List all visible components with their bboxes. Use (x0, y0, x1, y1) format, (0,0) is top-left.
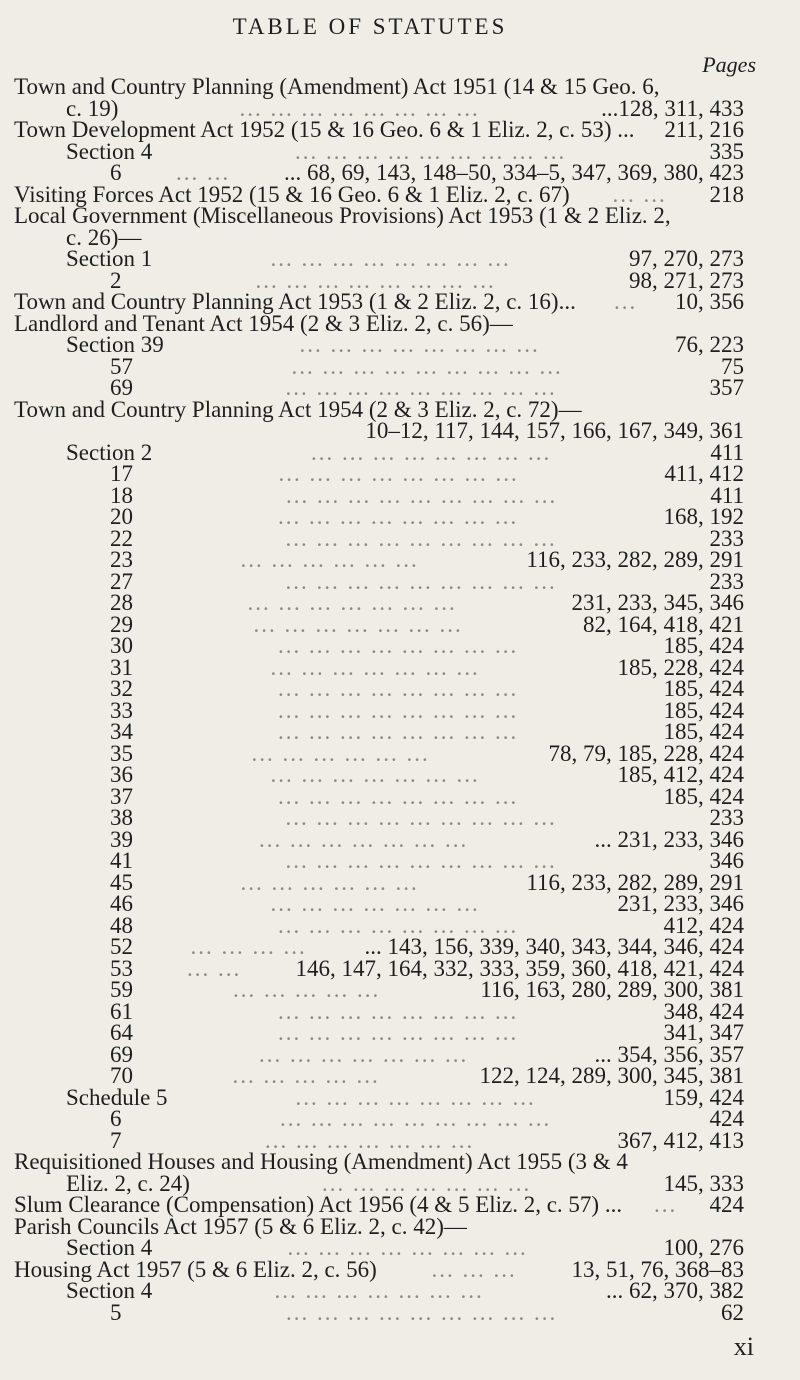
entry-label: 64 (110, 1020, 133, 1045)
leader-dots: ... ... ... ... ... ... ... (322, 1170, 532, 1196)
leader-dots: ... ... ... ... ... ... ... ... (295, 1084, 536, 1110)
page-references: 231, 233, 346 (617, 891, 744, 916)
entry-label: 27 (110, 568, 133, 594)
leader-dots: ... ... ... ... ... ... ... ... ... (285, 805, 557, 830)
act-heading: Local Government (Miscellaneous Provisions) Act 1953 (1 & 2 Eliz. 2, (14, 203, 671, 228)
entry-label: 17 (110, 461, 133, 486)
entry-label: 5 (110, 1299, 122, 1325)
pages-column-label: Pages (702, 52, 756, 77)
entry-label: 41 (110, 848, 133, 873)
table-row (14, 764, 744, 786)
entry-label: Town Development Act 1952 (15 & 16 Geo. 6 & 1 Eliz. 2, c. 53) ... (14, 117, 635, 142)
table-row (14, 1280, 744, 1302)
leader-dots: ... ... ... ... ... ... ... ... (270, 246, 511, 271)
page-references: 411 (710, 439, 744, 465)
entry-label: Slum Clearance (Compensation) Act 1956 (4 & 5 Eliz. 2, c. 57) ... (14, 1192, 623, 1217)
table-row (14, 95, 744, 121)
leader-dots: ... ... ... ... ... ... ... (259, 826, 469, 852)
statute-entries (14, 76, 744, 1323)
leader-dots: ... ... ... ... ... ... ... (253, 611, 463, 637)
page-references: 122, 124, 289, 300, 345, 381 (479, 1063, 744, 1088)
table-row (14, 1084, 744, 1110)
leader-dots: ... ... ... ... ... ... ... (270, 891, 480, 916)
page-references: 168, 192 (663, 504, 744, 529)
leader-dots: ... ... ... ... ... ... ... (247, 590, 457, 615)
leader-dots: ... ... ... ... ... ... ... ... ... (295, 138, 567, 164)
entry-label: Section 4 (66, 138, 153, 164)
page-references: 233 (709, 525, 744, 551)
entry-label: 6 (110, 160, 122, 185)
table-row (14, 439, 744, 465)
page-references: 341, 347 (663, 1020, 744, 1045)
entry-label: 59 (110, 977, 133, 1002)
page-references: 218 (709, 181, 744, 207)
page-references: ... 68, 69, 143, 148–50, 334–5, 347, 369, 380, 423 (284, 160, 744, 185)
entry-label: Schedule 5 (66, 1084, 168, 1110)
act-heading: Town and Country Planning (Amendment) Act 1951 (14 & 15 Geo. 6, (14, 74, 660, 99)
leader-dots: ... ... ... ... ... ... ... ... ... (285, 375, 557, 400)
table-row (14, 893, 744, 915)
table-row (14, 869, 744, 895)
leader-dots: ... ... ... ... ... ... ... ... (278, 504, 519, 529)
table-row (14, 310, 744, 336)
table-row (14, 1022, 744, 1044)
leader-dots: ... ... ... ... ... ... ... ... ... (286, 482, 558, 508)
entry-label: Section 2 (66, 439, 153, 465)
table-row (14, 549, 744, 571)
entry-label: 37 (110, 783, 133, 809)
entry-label: 53 (110, 955, 133, 981)
table-row (14, 377, 744, 399)
table-row (14, 740, 744, 766)
table-row (14, 697, 744, 723)
page-title: TABLE OF STATUTES (232, 14, 508, 39)
entry-label: 61 (110, 998, 133, 1024)
act-heading: Town and Country Planning Act 1954 (2 & 3 Eliz. 2, c. 72)— (14, 396, 582, 422)
entry-label: 52 (110, 934, 133, 959)
page-references: 82, 164, 418, 421 (583, 611, 744, 637)
entry-label: Eliz. 2, c. 24) (66, 1170, 190, 1196)
page-references: 75 (721, 353, 744, 379)
page-references: ... 354, 356, 357 (594, 1041, 744, 1067)
page-references: 116, 163, 280, 289, 300, 381 (480, 977, 744, 1002)
leader-dots: ... ... ... ... ... ... ... ... (278, 998, 519, 1024)
page-references: 185, 424 (663, 719, 744, 744)
leader-dots: ... ... ... ... ... ... (240, 547, 419, 572)
entry-label: Section 39 (66, 332, 164, 357)
entry-label: 29 (110, 611, 133, 637)
table-row (14, 1170, 744, 1196)
page-references: 146, 147, 164, 332, 333, 359, 360, 418, 421, 424 (295, 955, 744, 981)
entry-label: 2 (110, 267, 122, 293)
leader-dots: ... ... ... ... ... ... ... ... (255, 267, 496, 293)
entry-label: 32 (110, 676, 133, 701)
entry-label: 57 (110, 353, 133, 379)
table-row (14, 119, 744, 141)
page-references: 367, 412, 413 (617, 1127, 744, 1153)
entry-label: 22 (110, 525, 133, 551)
leader-dots: ... ... ... ... ... ... ... ... (287, 1235, 528, 1260)
entry-label: 30 (110, 633, 133, 658)
entry-label: 20 (110, 504, 133, 529)
table-row (14, 654, 744, 680)
table-row (14, 1256, 744, 1282)
table-row (14, 826, 744, 852)
leader-dots: ... ... ... ... ... ... ... ... (278, 912, 519, 938)
leader-dots: ... ... ... ... ... ... ... (265, 1127, 475, 1153)
table-row (14, 611, 744, 637)
page-references: 211, 216 (664, 117, 744, 142)
page-references: 62 (721, 1299, 744, 1325)
entry-label: 69 (110, 1041, 133, 1067)
page-references: 411 (710, 482, 744, 508)
entry-label: Section 4 (66, 1235, 153, 1260)
page-references: 412, 424 (663, 912, 744, 938)
leader-dots: ... ... ... ... ... ... ... ... ... (285, 568, 557, 594)
page-references: 411, 412 (664, 461, 744, 486)
leader-dots: ... ... (612, 181, 667, 207)
page-references: 424 (709, 1192, 744, 1217)
leader-dots: ... ... ... ... ... ... ... ... (278, 783, 519, 809)
table-row (14, 162, 744, 184)
page-references: 335 (709, 138, 744, 164)
table-row (14, 635, 744, 657)
table-row (14, 1194, 744, 1216)
leader-dots: ... ... ... ... ... ... ... ... (278, 676, 519, 701)
table-row (14, 138, 744, 164)
entry-label: 6 (110, 1106, 122, 1131)
page-references: 185, 412, 424 (617, 762, 744, 787)
page-references: 116, 233, 282, 289, 291 (526, 547, 744, 572)
leader-dots: ... ... ... ... ... ... ... ... ... (285, 525, 557, 551)
entry-label: 69 (110, 375, 133, 400)
entry-label: 39 (110, 826, 133, 852)
page-references-continued: 10–12, 117, 144, 157, 166, 167, 349, 361 (365, 418, 744, 443)
entry-label: 38 (110, 805, 133, 830)
table-row (14, 955, 744, 981)
leader-dots: ... ... (176, 160, 231, 185)
table-row (14, 291, 744, 313)
page-references: ... 231, 233, 346 (594, 826, 744, 852)
leader-dots: ... ... ... (431, 1256, 517, 1282)
page-references: 145, 333 (663, 1170, 744, 1196)
page-references: 76, 223 (675, 332, 744, 357)
entry-label: 34 (110, 719, 133, 744)
entry-label: c. 19) (66, 95, 119, 121)
page-number: xi (733, 1332, 754, 1361)
page-references: 185, 424 (663, 783, 744, 809)
page-references: 233 (709, 568, 744, 594)
table-row (14, 506, 744, 528)
leader-dots: ... ... ... ... ... ... ... (274, 1278, 484, 1303)
leader-dots: ... ... ... ... ... ... ... ... ... (291, 353, 563, 379)
page-references: 185, 228, 424 (617, 654, 744, 680)
page-references: 97, 270, 273 (629, 246, 744, 271)
leader-dots: ... ... ... ... ... ... ... ... (311, 439, 552, 465)
entry-label: c. 26)— (66, 224, 142, 250)
table-row (14, 1127, 744, 1153)
page-references: 348, 424 (663, 998, 744, 1024)
page-references: ... 62, 370, 382 (606, 1278, 744, 1303)
table-row (14, 850, 744, 872)
leader-dots: ... ... ... ... ... ... ... ... (278, 1020, 519, 1045)
page-references: 100, 276 (663, 1235, 744, 1260)
page-references: 10, 356 (675, 289, 744, 314)
entry-label: 46 (110, 891, 133, 916)
table-row (14, 1041, 744, 1067)
table-row (14, 334, 744, 356)
page-references: 185, 424 (663, 676, 744, 701)
page-references: 98, 271, 273 (629, 267, 744, 293)
table-row (14, 1108, 744, 1130)
page-references: 78, 79, 185, 228, 424 (548, 740, 744, 766)
page-references: 424 (709, 1106, 744, 1131)
leader-dots: ... ... ... ... ... ... ... ... ... (285, 848, 557, 873)
leader-dots: ... ... ... ... ... ... ... ... ... (286, 1299, 558, 1325)
page-references: 233 (709, 805, 744, 830)
leader-dots: ... ... ... ... ... ... ... (270, 654, 480, 680)
entry-label: Visiting Forces Act 1952 (15 & 16 Geo. 6 & 1 Eliz. 2, c. 67) (14, 181, 570, 207)
entry-label: 28 (110, 590, 133, 615)
leader-dots: ... ... (187, 955, 242, 981)
leader-dots: ... ... ... ... ... ... ... ... (278, 461, 519, 486)
leader-dots: ... ... ... ... ... ... (251, 740, 430, 766)
leader-dots: ... ... ... ... ... ... ... (259, 1041, 469, 1067)
leader-dots: ... ... ... ... ... ... ... ... (299, 332, 540, 357)
leader-dots: ... (614, 289, 638, 314)
entry-label: Section 4 (66, 1278, 153, 1303)
entry-label: Housing Act 1957 (5 & 6 Eliz. 2, c. 56) (14, 1256, 377, 1282)
entry-label: Section 1 (66, 246, 153, 271)
entry-label: 23 (110, 547, 133, 572)
entry-label: 70 (110, 1063, 133, 1088)
page-references: 116, 233, 282, 289, 291 (526, 869, 744, 895)
entry-label: Landlord and Tenant Act 1954 (2 & 3 Eliz. 2, c. 56)— (14, 310, 513, 336)
table-row (14, 721, 744, 743)
table-row (14, 568, 744, 594)
leader-dots: ... ... ... ... ... ... ... ... (278, 719, 519, 744)
table-row (14, 353, 744, 379)
entry-label: Town and Country Planning Act 1953 (1 & 2 Eliz. 2, c. 16)... (14, 289, 576, 314)
table-row (14, 807, 744, 829)
table-row (14, 463, 744, 485)
leader-dots: ... ... ... ... ... ... ... ... ... (280, 1106, 552, 1131)
table-row (14, 678, 744, 700)
table-row (14, 525, 744, 551)
page-references: 231, 233, 345, 346 (571, 590, 744, 615)
entry-label: 45 (110, 869, 133, 895)
table-row (14, 979, 744, 1001)
leader-dots: ... ... ... ... ... (232, 1063, 380, 1088)
leader-dots: ... ... ... ... (190, 934, 307, 959)
page-references: ...128, 311, 433 (601, 95, 744, 121)
table-row (14, 592, 744, 614)
table-row (14, 482, 744, 508)
act-heading: Requisitioned Houses and Housing (Amendment) Act 1955 (3 & 4 (14, 1149, 628, 1174)
table-row (14, 783, 744, 809)
leader-dots: ... (654, 1192, 678, 1217)
entry-label: 36 (110, 762, 133, 787)
page-references: 185, 424 (663, 633, 744, 658)
page-references: ... 143, 156, 339, 340, 343, 344, 346, 424 (364, 934, 744, 959)
page-references: 185, 424 (663, 697, 744, 723)
page-references: 13, 51, 76, 368–83 (571, 1256, 744, 1282)
table-row (14, 912, 744, 938)
table-row (14, 181, 744, 207)
leader-dots: ... ... ... ... ... ... ... ... (278, 633, 519, 658)
entry-label: 18 (110, 482, 133, 508)
table-row (14, 1237, 744, 1259)
table-row (14, 936, 744, 958)
leader-dots: ... ... ... ... ... ... ... ... (278, 697, 519, 723)
leader-dots: ... ... ... ... ... (233, 977, 381, 1002)
entry-label: 48 (110, 912, 133, 938)
entry-label: 33 (110, 697, 133, 723)
table-row (14, 248, 744, 270)
leader-dots: ... ... ... ... ... ... (240, 869, 419, 895)
table-row (14, 267, 744, 293)
page-references: 346 (709, 848, 744, 873)
leader-dots: ... ... ... ... ... ... ... ... (239, 95, 480, 121)
entry-label: 31 (110, 654, 133, 680)
page-references: 357 (709, 375, 744, 400)
table-row (14, 1299, 744, 1325)
table-row (14, 224, 744, 250)
table-row (14, 998, 744, 1024)
page-references: 159, 424 (663, 1084, 744, 1110)
entry-label: 35 (110, 740, 133, 766)
leader-dots: ... ... ... ... ... ... ... (270, 762, 480, 787)
table-row (14, 1065, 744, 1087)
act-heading: Parish Councils Act 1957 (5 & 6 Eliz. 2, c. 42)— (14, 1213, 467, 1239)
entry-label: 7 (110, 1127, 122, 1153)
